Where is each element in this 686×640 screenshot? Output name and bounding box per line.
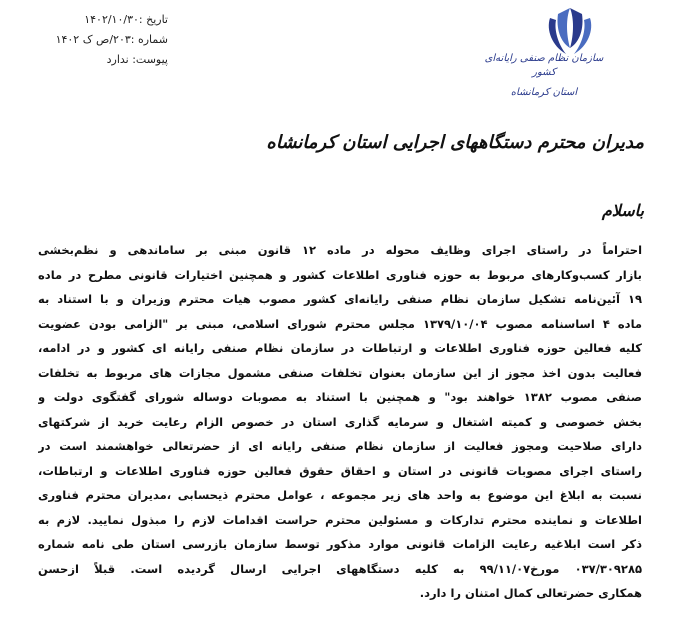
letter-body-line: راستای اجرای مصوبات قانونی در استان و احقاق حقوق فعالین حوزه فناوری اطلاعات و ارتباطات، xyxy=(38,463,642,478)
letter-greeting: باسلام xyxy=(601,201,644,220)
letter-body-line: احتراماً در راستای اجرای وظایف محوله در ماده ۱۲ قانون مبنی بر ساماندهی و نظم‌بخشی xyxy=(38,243,642,257)
letter-body-line: ذکر است ابلاغیه رعایت الزامات قانونی موارد مذکور توسط سازمان بازرسی استان طی نامه شماره xyxy=(38,537,642,551)
letter-body-line: همکاری حضرتعالی کمال امتنان را دارد. xyxy=(419,586,642,600)
logo-province-name: استان کرمانشاه xyxy=(510,87,578,98)
letter-body-line: ۰۳۷/۳۰۹۲۸۵ مورخ۹۹/۱۱/۰۷ به کلیه دستگاههای اجرایی ارسال گردیده است. قبلاً ازحسن xyxy=(38,561,642,576)
letter-body-line: دارای صلاحیت ومجوز فعالیت از سازمان نظام صنفی رایانه ای از حضرتعالی خواهشمند است در xyxy=(38,439,642,453)
letter-body-line: ماده ۴ اساسنامه مصوب ۱۳۷۹/۱۰/۰۴ مجلس محترم شورای اسلامی، مبنی بر "الزامی بودن عضویت xyxy=(38,316,642,331)
letter-body-line: صنفی مصوب ۱۳۸۲ خواهند بود" و همچنین با استناد به مصوبات دوساله شورای گفتگوی دولت و xyxy=(38,390,642,404)
letter-body-line: اطلاعات و نماینده محترم تدارکات و مسئولین محترم حراست اقدامات لازم را مبذول نمایید. لازم به xyxy=(38,512,642,527)
logo-organization-name: سازمان نظام صنفی رایانه‌ای کشور xyxy=(484,53,604,78)
letter-body-line: بخش خصوصی و کمیته اشتغال و سرمایه گذاری استان در خصوص الزام رعایت خرید از شرکتهای xyxy=(38,414,642,429)
letter-body-line: ۱۹ آئین‌نامه تشکیل سازمان نظام صنفی رایانه‌ای کشور مصوب هیات محترم وزیران و با استناد به xyxy=(38,292,642,306)
letter-attachment: پیوست: ندارد xyxy=(106,53,168,66)
letter-body-line: فعالیت بدون اخذ مجوز از این سازمان بعنوان تخلفات صنفی مشمول مجازات های مربوط به تخلفات xyxy=(38,365,642,380)
letter-recipient: مدیران محترم دستگاههای اجرایی استان کرمانشاه xyxy=(266,132,644,153)
letter-body-line: نسبت به ابلاغ این موضوع به واحد های زیر مجموعه ، عوامل محترم ذیحسابی ،مدیران محترم فناوری xyxy=(38,488,642,502)
letter-body xyxy=(38,238,642,606)
letter-date: تاریخ :۱۴۰۲/۱۰/۳۰ xyxy=(84,13,168,26)
letter-body-line: کلیه فعالین حوزه فناوری اطلاعات و ارتباطات در سازمان نظام صنفی رایانه ای کشور و در ادامه، xyxy=(38,341,642,355)
logo-text xyxy=(484,52,604,100)
letter-number: شماره :۲۰۳/ص ک ۱۴۰۲ xyxy=(55,33,168,46)
letter-meta xyxy=(38,10,168,70)
letter-body-line: بازار کسب‌وکارهای مربوط به حوزه فناوری اطلاعات کشور و همچنین اختیارات قانونی مطرح در ماده xyxy=(38,267,642,282)
